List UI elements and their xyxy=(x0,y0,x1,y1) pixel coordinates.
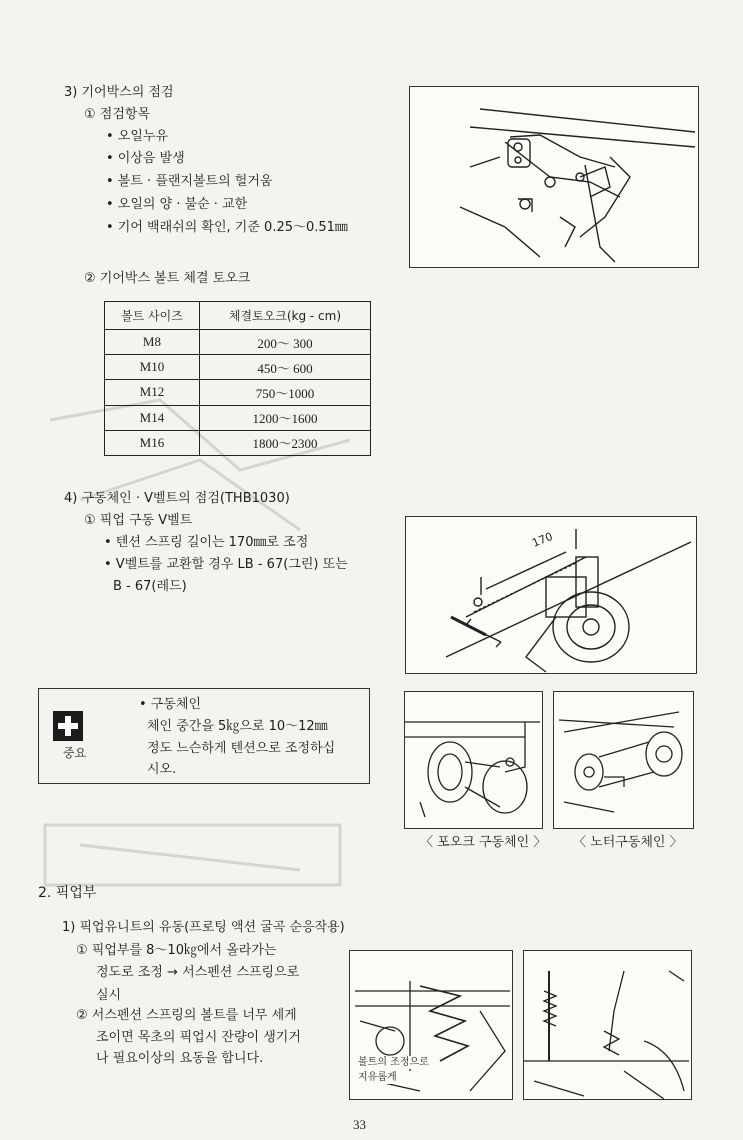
table-row xyxy=(105,430,371,455)
bolt-size-cell: M16 xyxy=(105,430,200,455)
bolt-size-cell: M12 xyxy=(105,380,200,405)
knotter-chain-drawing xyxy=(554,692,694,829)
inspection-items-title: ① 점검항목 xyxy=(84,107,151,122)
torque-cell: 450～ 600 xyxy=(199,355,370,380)
note-line: 시오. xyxy=(147,762,177,777)
drive-heading: 4) 구동체인 · V벨트의 점검(THB1030) xyxy=(64,491,290,506)
table-header-row xyxy=(105,302,371,330)
pickup-text: ① 픽업부를 8～10㎏에서 올라가는 xyxy=(76,943,277,958)
fork-chain-drawing xyxy=(405,692,543,829)
knotter-chain-caption: 〈 노터구동체인 〉 xyxy=(573,835,683,850)
figure-label: 볼트의 조정으로 xyxy=(358,1057,429,1068)
vbelt-bullet: • V벨트를 교환할 경우 LB - 67(그린) 또는 xyxy=(104,557,348,572)
inspection-item: • 오일의 양 · 불순 · 교한 xyxy=(106,197,248,212)
page-number: 33 xyxy=(353,1117,366,1132)
note-line: • 구동체인 xyxy=(139,697,202,712)
important-label: 중요 xyxy=(63,746,87,760)
gearbox-figure xyxy=(409,86,699,268)
pickup-text: 조이면 목초의 픽업시 잔량이 생기거 xyxy=(96,1030,301,1045)
table-row xyxy=(105,355,371,380)
vbelt-title: ① 픽업 구동 V벨트 xyxy=(84,513,193,528)
column-header: 볼트 사이즈 xyxy=(105,302,200,330)
vbelt-bullet-cont: B - 67(레드) xyxy=(113,579,187,594)
torque-table xyxy=(104,301,371,456)
gearbox-heading: 3) 기어박스의 점검 xyxy=(64,85,174,100)
inspection-item: • 볼트 · 플랜지볼트의 헐거움 xyxy=(106,174,273,189)
pickup-text: 나 필요이상의 요동을 합니다. xyxy=(96,1051,264,1066)
pickup-text: ② 서스펜션 스프링의 볼트를 너무 세게 xyxy=(76,1008,297,1023)
inspection-item: • 기어 백래쉬의 확인, 기준 0.25～0.51㎜ xyxy=(106,220,348,235)
note-line: 정도 느슨하게 텐션으로 조정하십 xyxy=(147,741,336,756)
pickup-heading: 1) 픽업유니트의 유동(프로팅 액션 굴곡 순응작용) xyxy=(62,920,345,935)
torque-cell: 200～ 300 xyxy=(199,330,370,355)
gearbox-drawing xyxy=(410,87,699,268)
torque-title: ② 기어박스 볼트 체결 토오크 xyxy=(84,271,251,286)
torque-cell: 1200～1600 xyxy=(199,405,370,430)
vbelt-bullet: • 텐션 스프링 길이는 170㎜로 조정 xyxy=(104,535,309,550)
bolt-size-cell: M14 xyxy=(105,405,200,430)
bolt-size-cell: M10 xyxy=(105,355,200,380)
torque-cell: 1800～2300 xyxy=(199,430,370,455)
table-row xyxy=(105,380,371,405)
fork-chain-figure xyxy=(404,691,543,829)
pickup-unit-drawing xyxy=(524,951,692,1100)
column-header: 체결토오크(kg - cm) xyxy=(199,302,370,330)
bolt-size-cell: M8 xyxy=(105,330,200,355)
warning-cross-icon xyxy=(53,711,83,741)
inspection-item: • 이상음 발생 xyxy=(106,151,185,166)
torque-cell: 750～1000 xyxy=(199,380,370,405)
pickup-unit-figure xyxy=(523,950,692,1100)
figure-label: 지유롭게 xyxy=(358,1072,397,1083)
vbelt-figure xyxy=(405,516,697,674)
table-row xyxy=(105,330,371,355)
spring-length-label: 170 xyxy=(530,529,555,550)
knotter-chain-figure xyxy=(553,691,694,829)
pickup-section-title: 2. 픽업부 xyxy=(38,885,97,901)
note-line: 체인 중간을 5㎏으로 10～12㎜ xyxy=(147,719,328,734)
pickup-text: 실시 xyxy=(96,988,122,1003)
inspection-item: • 오일누유 xyxy=(106,129,169,144)
table-row xyxy=(105,405,371,430)
pickup-text: 정도로 조정 → 서스펜션 스프링으로 xyxy=(96,965,300,980)
important-note xyxy=(38,688,370,784)
fork-chain-caption: 〈 포오크 구동체인 〉 xyxy=(420,835,547,850)
suspension-spring-figure xyxy=(349,950,513,1100)
vbelt-drawing xyxy=(406,517,697,674)
bleed-through-shapes xyxy=(40,815,350,895)
